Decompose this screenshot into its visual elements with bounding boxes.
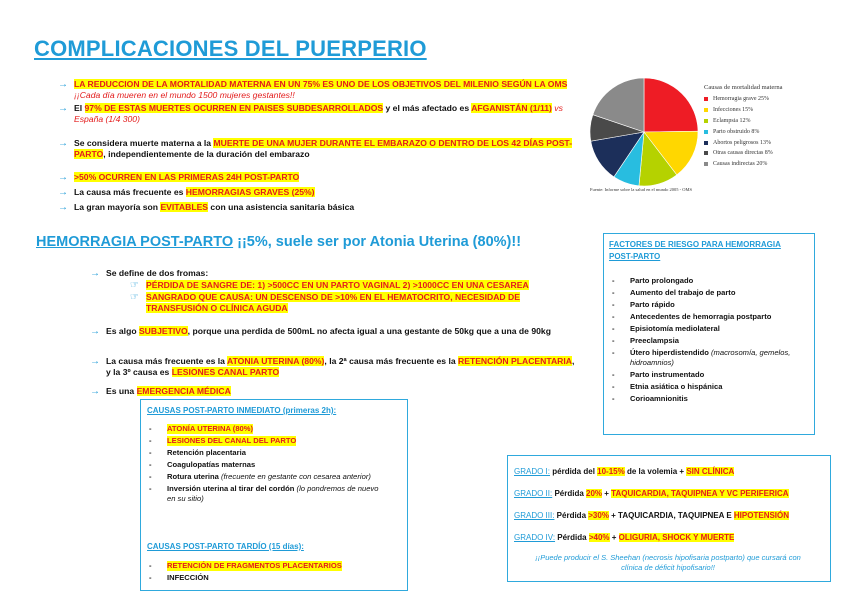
list-item: - Corioamnionitis <box>612 394 688 403</box>
legend-item <box>704 148 844 159</box>
legend-item <box>704 159 844 170</box>
hpp-sub-bullet-2: ☞ SANGRADO QUE CAUSA: UN DESCENSO DE >10% EN EL HEMATOCRITO, NECESIDAD DE TRANSFUSIÓN O CLÍNICA AGUDA <box>130 292 520 314</box>
causes-late-title: CAUSAS POST-PARTO TARDÍO (15 días): <box>147 542 304 551</box>
grade-2: GRADO II: Pérdida 20% + TAQUICARDIA, TAQUIPNEA Y VC PERIFERICA <box>514 489 789 498</box>
legend-label: Infecciones 15% <box>713 107 754 114</box>
list-item: - Coagulopatías maternas <box>149 460 256 469</box>
list-item: - Parto instrumentado <box>612 370 705 379</box>
legend-label: Eclampsia 12% <box>713 117 751 124</box>
list-item: - Preeclampsia <box>612 336 679 345</box>
legend-label: Otras causas directas 8% <box>713 150 773 157</box>
pie-slice-0 <box>644 78 698 132</box>
legend-swatch <box>704 162 708 166</box>
list-item: - INFECCIÓN <box>149 573 209 582</box>
grade-4: GRADO IV: Pérdida >40% + OLIGURIA, SHOCK Y MUERTE <box>514 533 735 542</box>
legend-item <box>704 105 844 116</box>
hpp-bullet-subjective: → Es algo SUBJETIVO, porque una perdida de 500mL no afecta igual a una gestante de 50kg que a una de 90kg <box>90 326 551 337</box>
list-item: - Parto prolongado <box>612 276 694 285</box>
grades-box <box>507 455 831 582</box>
causes-late-list <box>149 561 399 583</box>
arrow-right-icon: → <box>90 386 100 397</box>
list-item: - Episiotomía mediolateral <box>612 324 720 333</box>
pointing-hand-icon: ☞ <box>130 280 139 291</box>
list-item: - RETENCIÓN DE FRAGMENTOS PLACENTARIOS <box>149 561 342 570</box>
list-item: - Aumento del trabajo de parto <box>612 288 736 297</box>
grade-3: GRADO III: Pérdida >30% + TAQUICARDIA, TAQUIPNEA E HIPOTENSIÓN <box>514 511 790 520</box>
legend-swatch <box>704 119 708 123</box>
arrow-right-icon: → <box>58 187 68 198</box>
risk-factors-list <box>612 276 807 404</box>
intro-bullet-5: → La causa más frecuente es HEMORRAGIAS GRAVES (25%) <box>58 187 315 198</box>
intro-bullet-2: → El 97% DE ESTAS MUERTES OCURREN EN PAISES SUBDESARROLLADOS y el más afectado es AFGANISTÁN (1/11) vs España (1/4 300) <box>58 103 563 125</box>
legend-label: Causas indirectas 20% <box>713 161 768 168</box>
arrow-right-icon: → <box>90 326 100 337</box>
legend-label: Hemorragia grave 25% <box>713 96 769 103</box>
arrow-right-icon: → <box>58 202 68 213</box>
intro-bullet-1: → LA REDUCCION DE LA MORTALIDAD MATERNA EN UN 75% ES UNO DE LOS OBJETIVOS DEL MILENIO SEGÚN LA OMS ¡¡Cada día mueren en el mundo 1500 mujeres gestantes!! <box>58 79 568 101</box>
list-item: - Retención placentaria <box>149 448 246 457</box>
list-item: - Parto rápido <box>612 300 675 309</box>
list-item: - ATONÍA UTERINA (80%) <box>149 424 254 433</box>
arrow-right-icon: → <box>58 79 68 90</box>
list-item: - Inversión uterina al tirar del cordón (lo pondremos de nuevo en su sitio) <box>149 484 379 503</box>
risk-factors-box <box>603 233 815 435</box>
causes-immediate-title: CAUSAS POST-PARTO INMEDIATO (primeras 2h): <box>147 406 337 415</box>
legend-swatch <box>704 141 708 145</box>
list-item: - Útero hiperdistendido (macrosomía, gemelos, hidroamnios) <box>612 348 791 367</box>
grade-1: GRADO I: pérdida del 10-15% de la volemia + SIN CLÍNICA <box>514 467 735 476</box>
arrow-right-icon: → <box>90 268 100 279</box>
legend-swatch <box>704 97 708 101</box>
list-item: - Antecedentes de hemorragia postparto <box>612 312 772 321</box>
hpp-bullet-definition: → Se define de dos fromas: <box>90 268 209 279</box>
hpp-bullet-causes: → La causa más frecuente es la ATONIA UTERINA (80%), la 2ª causa más frecuente es la RETENCIÓN PLACENTARIA, y la 3º causa es LESIONES CANAL PARTO <box>90 356 575 378</box>
intro-bullet-4: → >50% OCURREN EN LAS PRIMERAS 24H POST-PARTO <box>58 172 300 183</box>
page-title: COMPLICACIONES DEL PUERPERIO <box>34 36 427 61</box>
sheehan-note: ¡¡Puede producir el S. Sheehan (necrosis hipofisaria postparto) que cursará con clínica de déficit hipofisario!! <box>535 553 801 572</box>
pie-legend <box>704 84 844 170</box>
hpp-sub-bullet-1: ☞ PÉRDIDA DE SANGRE DE: 1) >500CC EN UN PARTO VAGINAL 2) >1000CC EN UNA CESAREA <box>130 280 529 291</box>
legend-item <box>704 94 844 105</box>
arrow-right-icon: → <box>58 172 68 183</box>
intro-bullet-6: → La gran mayoría son EVITABLES con una asistencia sanitaria básica <box>58 202 355 213</box>
arrow-right-icon: → <box>58 103 68 114</box>
list-item: - Rotura uterina (frecuente en gestante con cesarea anterior) <box>149 472 371 481</box>
arrow-right-icon: → <box>90 356 100 367</box>
pointing-hand-icon: ☞ <box>130 292 139 303</box>
legend-swatch <box>704 151 708 155</box>
pie-chart-title: Causas de mortalidad materna <box>704 84 783 91</box>
pie-source: Fuente: Informe sobre la salud en el mundo 2005 - OMS <box>590 187 692 192</box>
risk-factors-title: FACTORES DE RIESGO PARA HEMORRAGIA POST-PARTO <box>609 240 781 261</box>
causes-immediate-list <box>149 424 399 504</box>
mortality-pie-chart <box>588 76 700 188</box>
list-item: - LESIONES DEL CANAL DEL PARTO <box>149 436 297 445</box>
list-item: - Etnia asiática o hispánica <box>612 382 723 391</box>
arrow-right-icon: → <box>58 138 68 149</box>
legend-label: Parto obstruido 8% <box>713 128 760 135</box>
intro-bullet-3: → Se considera muerte materna a la MUERTE DE UNA MUJER DURANTE EL EMBARAZO O DENTRO DE LOS 42 DÍAS POST-PARTO, independientemente de la duración del embarazo <box>58 138 573 160</box>
legend-label: Abortos peligrosos 13% <box>713 139 771 146</box>
causes-box <box>140 399 408 591</box>
section-heading-hpp: HEMORRAGIA POST-PARTO ¡¡5%, suele ser por Atonia Uterina (80%)!! <box>36 234 522 250</box>
legend-swatch <box>704 130 708 134</box>
legend-item <box>704 126 844 137</box>
hpp-bullet-emergency: → Es una EMERGENCIA MÉDICA <box>90 386 231 397</box>
legend-item <box>704 137 844 148</box>
legend-item <box>704 116 844 127</box>
legend-swatch <box>704 108 708 112</box>
